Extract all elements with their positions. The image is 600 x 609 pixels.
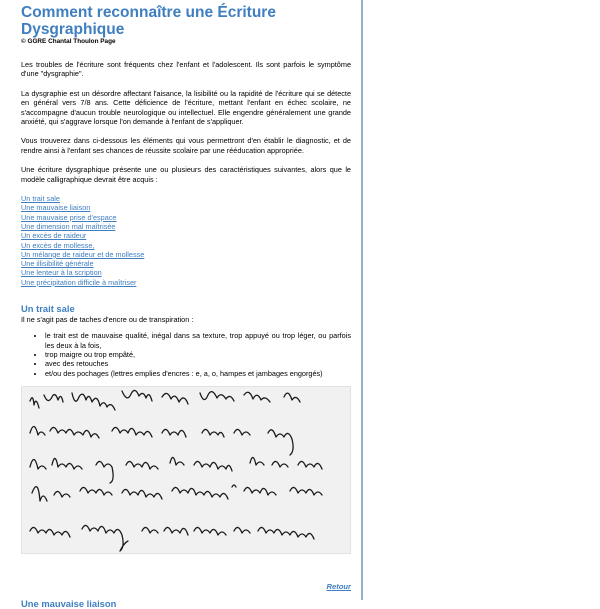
- toc-link-melange[interactable]: Un mélange de raideur et de mollesse: [21, 249, 145, 259]
- toc-link-mollesse[interactable]: Un excès de mollesse,: [21, 240, 95, 250]
- toc-link-dimension[interactable]: Une dimension mal maîtrisée: [21, 221, 116, 231]
- toc-link-mauvaise-liaison[interactable]: Une mauvaise liaison: [21, 203, 91, 213]
- paragraph-definition: La dysgraphie est un désordre affectant l'aisance, la lisibilité ou la rapidité de l'écriture qui se détecte en général vers 7/8 ans. Cette déficience de l'écriture, mettant l'enfant en échec scolaire, ne s'accompagne d'aucun trouble neurologique ou intellectuel. Elle engendre généralement une grande anxiété, qui s'aggrave lorsque l'on demande à l'enfant de s'appliquer.: [21, 88, 351, 127]
- page-title-line1: Comment reconnaître une Écriture: [21, 4, 276, 21]
- list-item: • trop maigre ou trop empâté,: [45, 350, 351, 359]
- toc-link-lenteur[interactable]: Une lenteur à la scription: [21, 268, 102, 278]
- section-intro: Il ne s'agit pas de taches d'encre ou de transpiration :: [21, 315, 194, 325]
- list-item: • le trait est de mauvaise qualité, inégal dans sa texture, trop appuyé ou trop léger, ou parfois les deux à la fois,: [45, 331, 351, 350]
- toc-link-precipitation[interactable]: Une précipitation difficile à maîtriser: [21, 277, 137, 287]
- paragraph-intro: Les troubles de l'écriture sont fréquents chez l'enfant et l'adolescent. Ils sont parfois le symptôme d'une "dysgraphie".: [21, 60, 351, 79]
- list-item: • et/ou des pochages (lettres emplies d'encres : e, a, o, hampes et jambages engorgés): [45, 369, 351, 378]
- page-title: [21, 4, 351, 38]
- main-content: [21, 4, 351, 609]
- handwriting-sample-svg: [22, 387, 351, 554]
- page-title-line2: Dysgraphique: [21, 21, 125, 38]
- section-heading-trait-sale: Un trait sale: [21, 303, 75, 315]
- retour-container: [21, 576, 351, 594]
- vertical-divider: [361, 0, 363, 600]
- toc-link-prise-espace[interactable]: Une mauvaise prise d'espace: [21, 212, 117, 222]
- paragraph-diagnostic: Vous trouverez dans ci-dessous les éléments qui vous permettront d'en établir le diagnostic, et de rendre ainsi à l'enfant ses chances de réussite scolaire par une rééducation appropriée.: [21, 136, 351, 155]
- table-of-contents: [21, 194, 351, 287]
- toc-link-illisibilite[interactable]: Une illisibilité générale: [21, 259, 94, 269]
- retour-link[interactable]: Retour: [326, 581, 351, 591]
- toc-link-raideur[interactable]: Un excès de raideur: [21, 231, 87, 241]
- section-heading-mauvaise-liaison: Une mauvaise liaison: [21, 597, 117, 609]
- copyright-notice: © GGRE Chantal Thoulon Page: [21, 38, 116, 45]
- paragraph-characteristics: Une écriture dysgraphique présente une ou plusieurs des caractéristiques suivantes, alors que le modèle calligraphique devrait être acquis :: [21, 165, 351, 184]
- characteristics-list: [21, 331, 351, 377]
- list-item: • avec des retouches: [45, 359, 351, 368]
- handwriting-sample-image: [21, 386, 351, 554]
- toc-link-trait-sale[interactable]: Un trait sale: [21, 194, 60, 204]
